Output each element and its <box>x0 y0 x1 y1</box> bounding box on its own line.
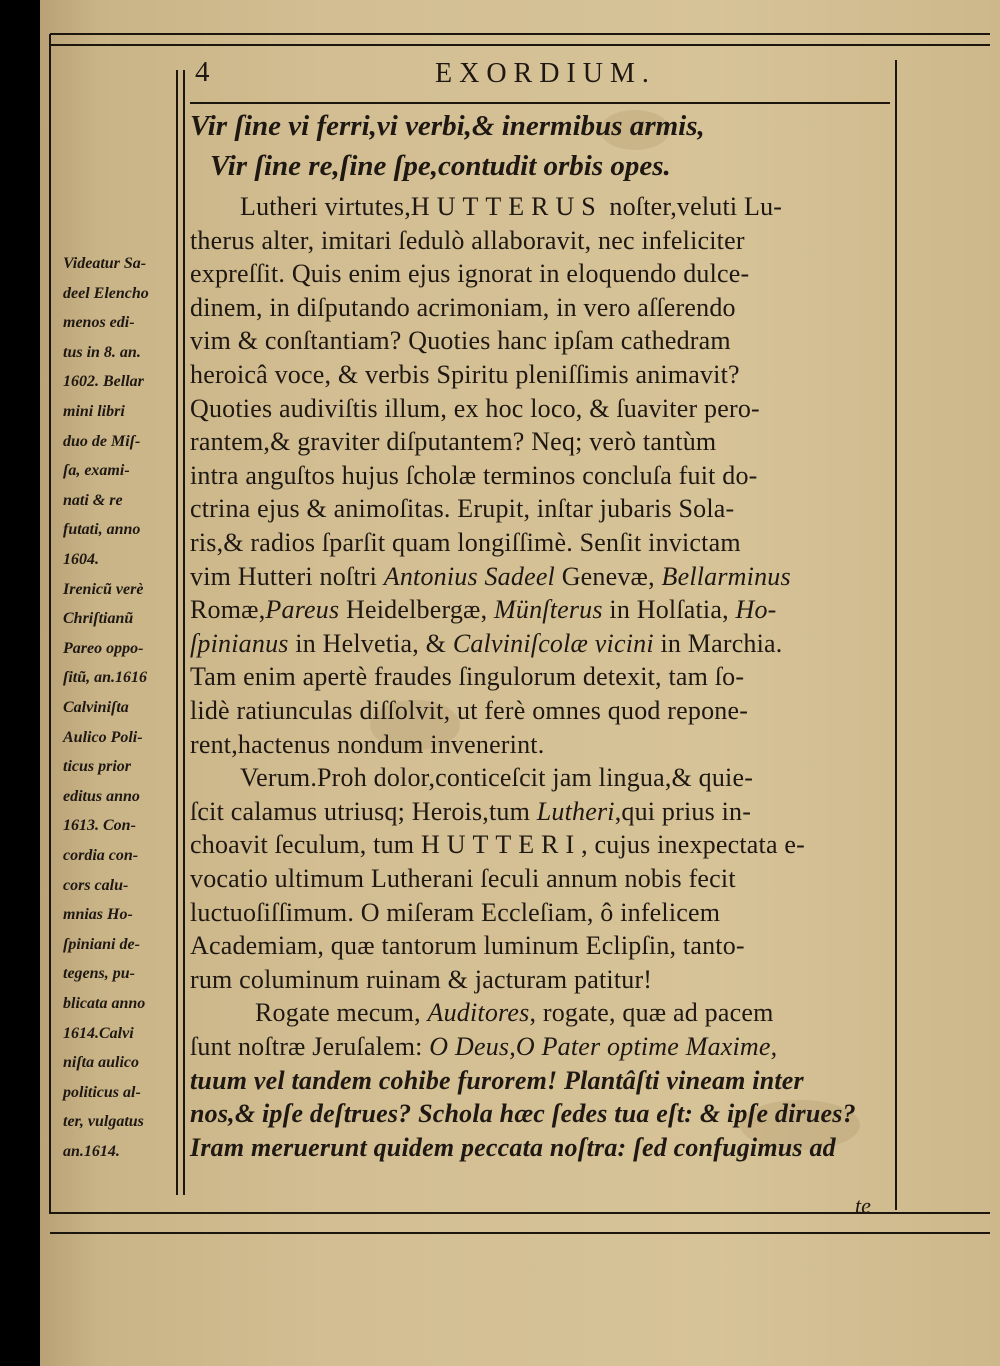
margin-note-line: ter, vulgatus <box>63 1113 144 1131</box>
text-run: vim & conſtantiam? Quoties hanc ipſam cathedram <box>190 326 731 356</box>
body-line <box>190 360 740 390</box>
running-title: EXORDIUM. <box>435 58 656 89</box>
text-run: luctuoſiſſimum. O miſeram Eccleſiam, ô infelicem <box>190 897 721 927</box>
margin-note-line: 1602. Bellar <box>63 373 144 391</box>
text-run: Heidelbergæ, <box>339 595 495 625</box>
book-page <box>40 0 1000 1366</box>
body-line <box>240 192 782 222</box>
body-line <box>190 1133 836 1163</box>
body-line <box>190 1032 777 1062</box>
margin-note-line: an.1614. <box>63 1143 120 1160</box>
margin-note-line: cordia con- <box>63 847 139 864</box>
top-rule <box>50 44 990 46</box>
body-line <box>255 998 774 1028</box>
body-line <box>190 1066 804 1096</box>
body-line <box>190 259 749 289</box>
margin-note-line: tus in 8. an. <box>63 343 141 361</box>
body-line <box>190 864 736 894</box>
margin-note-line: Videatur Sa- <box>63 255 147 272</box>
margin-note-line: Pareo oppo- <box>63 639 144 657</box>
text-run: nos,& ipſe deſtrues? Schola hæc ſedes tua eſt: & ipſe dirues? <box>190 1099 856 1129</box>
margin-note-line: ticus prior <box>63 758 132 776</box>
margin-note-line: deel Elencho <box>63 284 149 302</box>
text-run: therus alter, imitari ſedulò allaboravit, nec infeliciter <box>190 225 745 255</box>
text-run: , rogate, quæ ad pacem <box>529 998 774 1028</box>
text-run: ſpinianus <box>190 628 289 658</box>
body-line <box>190 898 720 928</box>
margin-note-line: nati & re <box>63 491 123 509</box>
body-line <box>190 528 741 558</box>
text-run: heroicâ voce, & verbis Spiritu pleniſſimis animavit? <box>190 360 740 389</box>
text-run: vim Hutteri noſtri <box>190 561 384 591</box>
body-line <box>190 797 751 827</box>
margin-note-line: menos edi- <box>63 314 135 332</box>
text-run: ſunt noſtræ Jeruſalem: <box>190 1032 430 1061</box>
text-run: Lutheri virtutes, <box>240 192 411 221</box>
text-run: Pareus <box>265 595 340 625</box>
frame-line-margin <box>183 70 185 1195</box>
text-run: rantem,& graviter diſputantem? Neq; verò tantùm <box>190 427 717 457</box>
top-rule <box>50 33 990 35</box>
margin-note-line: duo de Miſ- <box>63 432 141 450</box>
text-run: lidè ratiunculas diſſolvit, ut ferè omnes quod repone- <box>190 696 749 725</box>
body-line <box>190 494 734 524</box>
text-run: ſcit calamus utriusq; Herois,tum <box>190 796 537 826</box>
body-line <box>190 662 744 692</box>
catchword: te <box>855 1193 871 1218</box>
body-line <box>190 730 544 760</box>
margin-note-line: futati, anno <box>63 521 141 539</box>
text-run: Quoties audiviſtis illum, ex hoc loco, & ſuaviter pero- <box>190 393 760 423</box>
margin-note-line: tegens, pu- <box>63 965 135 983</box>
margin-note-line: mini libri <box>63 403 125 420</box>
body-line <box>190 595 777 625</box>
frame-line-right <box>895 60 897 1210</box>
bottom-rule <box>50 1212 990 1214</box>
body-line <box>190 1099 856 1129</box>
text-run: Academiam, quæ tantorum luminum Eclipſin, tanto- <box>190 931 745 961</box>
body-line <box>190 830 805 860</box>
bottom-rule <box>50 1232 990 1234</box>
text-run: Genevæ, <box>555 561 662 591</box>
margin-note-line: ſitũ, an.1616 <box>63 669 148 687</box>
verse-line: Vir ſine re,ſine ſpe,contudit orbis opes. <box>210 150 671 182</box>
body-line <box>190 562 791 592</box>
text-run: expreſſit. Quis enim ejus ignorat in eloquendo dulce- <box>190 259 750 289</box>
text-run: Auditores <box>427 998 530 1028</box>
text-run: in Holſatia, <box>602 595 736 625</box>
text-run: O Deus,O Pater optime Maxime, <box>429 1032 778 1061</box>
body-line <box>190 226 745 256</box>
text-run: , cujus inexpectata e- <box>581 830 805 860</box>
margin-note-line: ſa, exami- <box>63 462 130 480</box>
text-run: dinem, in diſputando acrimoniam, in vero aſſerendo <box>190 292 736 322</box>
body-line <box>190 461 758 491</box>
text-run: rent,hactenus nondum invenerint. <box>190 729 545 759</box>
text-run: Antonius Sadeel <box>383 561 555 591</box>
text-run: Ho- <box>735 595 777 625</box>
text-run: Iram meruerunt quidem peccata noſtra: ſed confugimus ad <box>190 1132 836 1162</box>
text-run: HUTTERUS <box>410 192 603 221</box>
margin-note-line: politicus al- <box>63 1083 141 1101</box>
margin-note-line: 1613. Con- <box>63 817 136 835</box>
text-run: tuum vel tandem cohibe furorem! Plantâſti vineam inter <box>190 1065 804 1095</box>
margin-note-line: blicata anno <box>63 995 146 1012</box>
margin-note-line: cors calu- <box>63 876 129 894</box>
body-line <box>190 394 760 424</box>
margin-note-line: Irenicũ verè <box>63 580 144 598</box>
text-run: noſter,veluti Lu- <box>602 192 783 221</box>
body-line <box>190 965 652 995</box>
verse-line: Vir ſine vi ferri,vi verbi,& inermibus armis, <box>190 110 705 142</box>
text-run: Münſterus <box>494 595 603 625</box>
text-run: ,qui prius in- <box>614 796 752 826</box>
margin-note-line: 1604. <box>63 551 99 568</box>
margin-note-line: Calviniſta <box>63 699 129 716</box>
text-run: HUTTERI <box>420 830 582 860</box>
frame-line-left <box>49 34 51 1214</box>
text-run: Tam enim apertè fraudes ſingulorum detexit, tam ſo- <box>190 662 745 692</box>
text-run: ctrina ejus & animoſitas. Erupit, inſtar jubaris Sola- <box>190 494 735 524</box>
frame-line-margin <box>176 70 178 1195</box>
margin-note-line: mnias Ho- <box>63 906 133 924</box>
text-run: in Marchia. <box>653 628 783 658</box>
margin-note-line: editus anno <box>63 787 140 805</box>
text-run: vocatio ultimum Lutherani ſeculi annum nobis fecit <box>190 864 736 893</box>
body-line <box>190 629 783 659</box>
text-run: Romæ, <box>190 595 266 625</box>
margin-note-line: ſpiniani de- <box>63 935 140 953</box>
text-run: intra anguſtos hujus ſcholæ terminos concluſa fuit do- <box>190 460 758 490</box>
text-run: choavit ſeculum, tum <box>190 830 421 860</box>
margin-note-line: Chriſtianũ <box>63 610 134 628</box>
text-run: Lutheri <box>536 796 615 826</box>
margin-note-line: 1614.Calvi <box>63 1024 134 1042</box>
text-run: Calviniſcolæ vicini <box>452 628 654 658</box>
text-run: Verum.Proh dolor,conticeſcit jam lingua,& quie- <box>240 763 754 793</box>
body-line <box>240 763 753 793</box>
text-run: Bellarminus <box>661 561 791 591</box>
body-line <box>190 931 745 961</box>
body-line <box>190 326 731 356</box>
header-rule <box>190 102 890 104</box>
page-number: 4 <box>195 56 210 88</box>
text-run: in Helvetia, & <box>288 628 453 658</box>
text-run: rum columinum ruinam & jacturam patitur! <box>190 964 653 994</box>
margin-note-line: niſta aulico <box>63 1054 140 1072</box>
body-line <box>190 293 736 323</box>
margin-note-line: Aulico Poli- <box>63 728 143 746</box>
text-run: ris,& radios ſparſit quam longiſſimè. Senſit invictam <box>190 528 741 557</box>
body-line <box>190 696 748 726</box>
body-line <box>190 427 716 457</box>
text-run: Rogate mecum, <box>255 998 428 1028</box>
